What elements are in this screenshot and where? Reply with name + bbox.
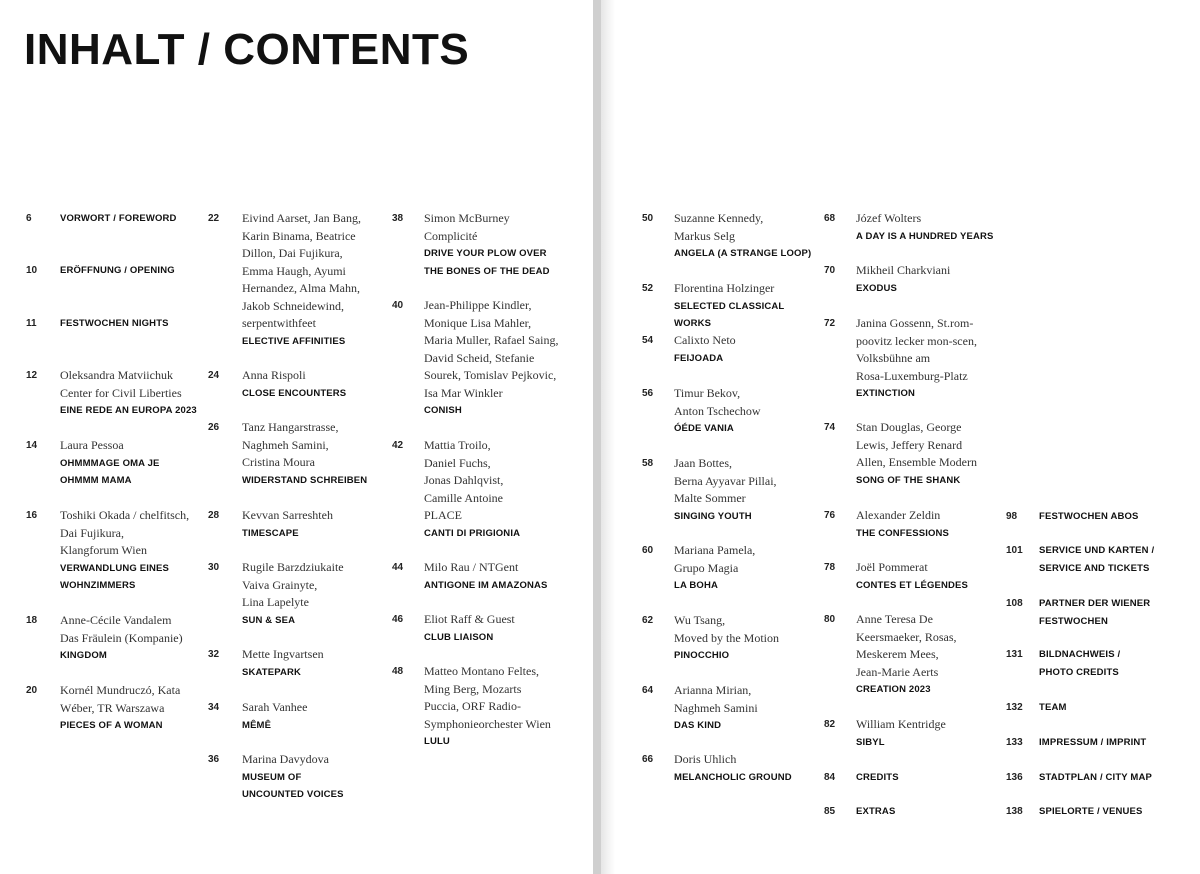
entry-body (60, 682, 210, 735)
entry-title: VERWANDLUNG EINES WOHNZIMMERS (60, 562, 169, 591)
page-number: 12 (26, 370, 38, 381)
gutter-shadow (601, 0, 615, 874)
entry-body (1039, 769, 1199, 787)
entry-title: MÊMÊ (242, 719, 272, 731)
page-number: 138 (1006, 806, 1023, 817)
entry-body (242, 646, 382, 681)
entry-body (242, 507, 382, 542)
entry-title: WIDERSTAND SCHREIBEN (242, 474, 368, 486)
entry-title: EXTINCTION (856, 388, 916, 399)
entry-body (424, 663, 572, 751)
entry-credits: Sarah Vanhee (242, 700, 308, 714)
page-number: 32 (208, 649, 220, 660)
page-number: 52 (642, 283, 654, 294)
page-number: 133 (1006, 737, 1023, 748)
entry-credits: Mette Ingvartsen (242, 647, 324, 661)
page-number: 82 (824, 719, 836, 730)
entry-title: A DAY IS A HUNDRED YEARS (856, 230, 994, 242)
page-number: 46 (392, 614, 404, 625)
entry-credits: Matteo Montano Feltes, Ming Berg, Mozarts Puccia, ORF Radio- Symphonieorchester Wien (424, 664, 551, 731)
entry-body (674, 210, 822, 263)
entry-body (424, 611, 572, 646)
entry-title: SPIELORTE / VENUES (1039, 806, 1143, 817)
entry-title: SONG OF THE SHANK (856, 474, 961, 486)
entry-title: PARTNER DER WIENER FESTWOCHEN (1039, 598, 1151, 627)
entry-title: CREATION 2023 (856, 684, 931, 695)
entry-title: CLOSE ENCOUNTERS (242, 387, 347, 399)
entry-title: ERÖFFNUNG / OPENING (60, 265, 175, 276)
page-number: 42 (392, 440, 404, 451)
entry-credits: Mattia Troilo, Daniel Fuchs, Jonas Dahlqvist, Camille Antoine PLACE (424, 438, 504, 522)
entry-title: PIECES OF A WOMAN (60, 720, 163, 731)
page-number: 54 (642, 335, 654, 346)
entry-title: SIBYL (856, 736, 885, 748)
entry-title: CREDITS (856, 772, 899, 783)
entry-title: SERVICE UND KARTEN / SERVICE AND TICKETS (1039, 545, 1155, 574)
entry-body (60, 315, 210, 333)
entry-body (60, 612, 210, 665)
page-number: 48 (392, 666, 404, 677)
entry-body (856, 769, 1016, 787)
page-title: INHALT / CONTENTS (24, 25, 470, 74)
page-number: 78 (824, 562, 836, 573)
page-number: 74 (824, 422, 836, 433)
entry-title: FESTWOCHEN NIGHTS (60, 318, 169, 329)
entry-body (674, 682, 822, 735)
entry-title: OHMMMAGE OMA JE OHMMM MAMA (60, 457, 160, 486)
entry-body (674, 332, 822, 367)
entry-title: STADTPLAN / CITY MAP (1039, 772, 1152, 783)
entry-credits: Kevvan Sarreshteh (242, 508, 333, 522)
entry-title: EXODUS (856, 282, 898, 294)
entry-body (242, 699, 382, 734)
entry-body (1039, 542, 1199, 577)
entry-credits: Arianna Mirian, Naghmeh Samini (674, 683, 758, 715)
entry-credits: Alexander Zeldin (856, 508, 941, 522)
entry-credits: Anne Teresa De Keersmaeker, Rosas, Meskerem Mees, Jean-Marie Aerts (856, 612, 957, 679)
entry-body (1039, 595, 1199, 630)
page-number: 50 (642, 213, 654, 224)
entry-title: FEIJOADA (674, 352, 724, 364)
entry-credits: Anna Rispoli (242, 368, 306, 382)
entry-title: ÓÉDE VANIA (674, 423, 734, 434)
entry-title: SUN & SEA (242, 614, 296, 626)
entry-credits: Jaan Bottes, Berna Ayyavar Pillai, Malte Sommer (674, 456, 777, 505)
entry-credits: Simon McBurney Complicité (424, 211, 510, 243)
entry-body (1039, 699, 1199, 717)
entry-credits: Mikheil Charkviani (856, 263, 951, 277)
entry-credits: Laura Pessoa (60, 438, 124, 452)
entry-body (424, 210, 572, 280)
entry-body (60, 437, 210, 490)
entry-title: EXTRAS (856, 806, 896, 817)
entry-body (856, 419, 1016, 489)
page-number: 28 (208, 510, 220, 521)
entry-body (1039, 803, 1199, 821)
entry-title: ANGELA (A STRANGE LOOP) (674, 248, 812, 259)
entry-credits: Wu Tsang, Moved by the Motion (674, 613, 779, 645)
entry-title: MUSEUM OF UNCOUNTED VOICES (242, 771, 344, 800)
entry-credits: Kornél Mundruczó, Kata Wéber, TR Warszawa (60, 683, 181, 715)
entry-credits: Joël Pommerat (856, 560, 928, 574)
entry-body (60, 262, 210, 280)
entry-body (674, 455, 822, 525)
entry-credits: Milo Rau / NTGent (424, 560, 519, 574)
entry-credits: Oleksandra Matviichuk Center for Civil Liberties (60, 368, 182, 400)
entry-title: PINOCCHIO (674, 650, 730, 661)
entry-title: LA BOHA (674, 580, 718, 591)
entry-title: FESTWOCHEN ABOS (1039, 511, 1139, 522)
page-number: 6 (26, 213, 32, 224)
page-number: 10 (26, 265, 38, 276)
entry-body (424, 559, 572, 594)
page-number: 108 (1006, 598, 1023, 609)
entry-body (242, 210, 382, 350)
entry-credits: Suzanne Kennedy, Markus Selg (674, 211, 764, 243)
entry-credits: Eliot Raff & Guest (424, 612, 515, 626)
page-number: 36 (208, 754, 220, 765)
entry-credits: Marina Davydova (242, 752, 329, 766)
page-number: 24 (208, 370, 220, 381)
page-number: 18 (26, 615, 38, 626)
entry-body (1039, 646, 1199, 681)
entry-title: SKATEPARK (242, 666, 302, 678)
entry-body (1039, 508, 1199, 526)
entry-credits: Józef Wolters (856, 211, 922, 225)
entry-body (674, 612, 822, 665)
entry-title: IMPRESSUM / IMPRINT (1039, 737, 1147, 748)
entry-credits: Toshiki Okada / chelfitsch, Dai Fujikura, Klangforum Wien (60, 508, 190, 557)
entry-title: THE CONFESSIONS (856, 527, 950, 539)
entry-title: CONTES ET LÉGENDES (856, 579, 968, 591)
entry-body (242, 367, 382, 402)
entry-credits: William Kentridge (856, 717, 946, 731)
entry-title: LULU (424, 736, 450, 747)
page-number: 34 (208, 702, 220, 713)
entry-credits: Stan Douglas, George Lewis, Jeffery Renard Allen, Ensemble Modern (856, 420, 977, 469)
page-number: 11 (26, 318, 37, 329)
entry-body (856, 803, 1016, 821)
entry-title: CONISH (424, 405, 462, 416)
page-number: 26 (208, 422, 220, 433)
entry-credits: Jean-Philippe Kindler, Monique Lisa Mahler, Maria Muller, Rafael Saing, David Scheid, Stefanie Sourek, Tomislav Pejkovic, Isa Mar Winkler (424, 298, 559, 400)
page-number: 72 (824, 318, 836, 329)
entry-title: EINE REDE AN EUROPA 2023 (60, 405, 197, 416)
page-number: 20 (26, 685, 38, 696)
page-number: 131 (1006, 649, 1023, 660)
entry-body (60, 367, 210, 420)
page-number: 62 (642, 615, 654, 626)
page-number: 14 (26, 440, 38, 451)
entry-body (1039, 734, 1199, 752)
entry-body (60, 210, 210, 228)
entry-body (242, 419, 382, 489)
page-number: 136 (1006, 772, 1023, 783)
entry-body (674, 280, 822, 333)
entry-title: SELECTED CLASSICAL WORKS (674, 300, 785, 329)
entry-title: MELANCHOLIC GROUND (674, 771, 792, 783)
entry-body (424, 437, 572, 542)
page-number: 84 (824, 772, 836, 783)
entry-credits: Eivind Aarset, Jan Bang, Karin Binama, Beatrice Dillon, Dai Fujikura, Emma Haugh, Ayumi Hernandez, Alma Mahn, Jakob Schneidewind, serpentwithfeet (242, 211, 361, 330)
page-number: 44 (392, 562, 404, 573)
entry-credits: Tanz Hangarstrasse, Naghmeh Samini, Cristina Moura (242, 420, 339, 469)
page-number: 64 (642, 685, 654, 696)
entry-body (856, 559, 1016, 594)
entry-credits: Mariana Pamela, Grupo Magia (674, 543, 756, 575)
entry-body (856, 315, 1016, 403)
page-number: 58 (642, 458, 654, 469)
page-number: 16 (26, 510, 38, 521)
entry-body (674, 385, 822, 438)
entry-title: DAS KIND (674, 720, 722, 731)
entry-body (856, 210, 1016, 245)
page-number: 60 (642, 545, 654, 556)
page-number: 85 (824, 806, 836, 817)
entry-title: CANTI DI PRIGIONIA (424, 527, 521, 539)
entry-title: CLUB LIAISON (424, 631, 494, 643)
entry-title: KINGDOM (60, 650, 107, 661)
entry-title: TEAM (1039, 702, 1067, 713)
page-number: 98 (1006, 511, 1018, 522)
page-number: 22 (208, 213, 220, 224)
page-number: 30 (208, 562, 220, 573)
entry-title: VORWORT / FOREWORD (60, 213, 177, 224)
entry-body (424, 297, 572, 420)
entry-title: BILDNACHWEIS / PHOTO CREDITS (1039, 649, 1121, 678)
entry-body (242, 751, 382, 804)
entry-body (856, 507, 1016, 542)
entry-credits: Rugile Barzdziukaite Vaiva Grainyte, Lina Lapelyte (242, 560, 344, 609)
page-number: 40 (392, 300, 404, 311)
entry-title: DRIVE YOUR PLOW OVER THE BONES OF THE DEAD (424, 248, 550, 277)
page-number: 56 (642, 388, 654, 399)
entry-body (242, 559, 382, 629)
page-number: 70 (824, 265, 836, 276)
entry-body (856, 716, 1016, 751)
entry-credits: Florentina Holzinger (674, 281, 775, 295)
book-gutter (593, 0, 601, 874)
entry-credits: Anne-Cécile Vandalem Das Fräulein (Kompanie) (60, 613, 183, 645)
entry-credits: Janina Gossenn, St.rom- poovitz lecker mon-scen, Volksbühne am Rosa-Luxemburg-Platz (856, 316, 977, 383)
entry-body (674, 542, 822, 595)
entry-title: TIMESCAPE (242, 527, 299, 539)
page-number: 132 (1006, 702, 1023, 713)
page-number: 80 (824, 614, 836, 625)
entry-title: ELECTIVE AFFINITIES (242, 335, 346, 347)
entry-credits: Doris Uhlich (674, 752, 737, 766)
entry-credits: Calixto Neto (674, 333, 736, 347)
page-number: 76 (824, 510, 836, 521)
entry-body (856, 262, 1016, 297)
entry-title: SINGING YOUTH (674, 510, 752, 522)
page-number: 66 (642, 754, 654, 765)
page-number: 68 (824, 213, 836, 224)
page-number: 101 (1006, 545, 1023, 556)
entry-body (674, 751, 822, 786)
page-number: 38 (392, 213, 404, 224)
entry-credits: Timur Bekov, Anton Tschechow (674, 386, 761, 418)
entry-title: ANTIGONE IM AMAZONAS (424, 579, 548, 591)
entry-body (60, 507, 210, 595)
entry-body (856, 611, 1016, 699)
